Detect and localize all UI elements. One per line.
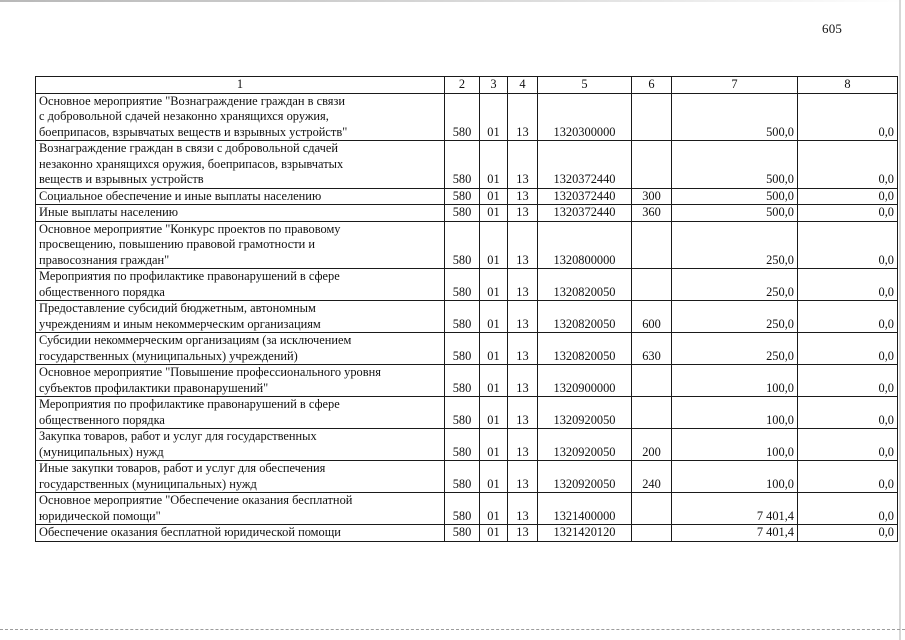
amount-cell: 500,0	[672, 93, 798, 141]
section-code-cell: 01	[480, 221, 508, 269]
amount-cell: 250,0	[672, 333, 798, 365]
row-name-line: учреждениям и иным некоммерческим организациям	[39, 316, 321, 331]
expense-type-cell	[632, 269, 672, 301]
row-name-line: государственных (муниципальных) нужд	[39, 476, 257, 491]
row-name-cell	[36, 365, 445, 397]
row-name-line: просвещению, повышению правовой грамотности и	[39, 237, 315, 251]
table-row	[36, 493, 898, 525]
subsection-code-cell: 13	[508, 493, 538, 525]
scan-top-edge	[0, 0, 905, 2]
section-code-cell: 01	[480, 493, 508, 525]
page-number: 605	[822, 21, 843, 36]
table-row	[36, 525, 898, 542]
amount-cell: 500,0	[672, 188, 798, 205]
row-name-line: Субсидии некоммерческим организациям (за исключением	[39, 333, 352, 347]
target-item-cell: 1321400000	[538, 493, 632, 525]
row-name-cell	[36, 397, 445, 429]
target-item-cell: 1320920050	[538, 461, 632, 493]
amount-cell: 100,0	[672, 397, 798, 429]
amount-cell: 250,0	[672, 221, 798, 269]
admin-code-cell: 580	[445, 333, 480, 365]
column-header: 3	[480, 77, 508, 94]
row-name-line: Мероприятия по профилактике правонарушений в сфере	[39, 397, 340, 411]
row-name-cell	[36, 141, 445, 189]
row-name-line: (муниципальных) нужд	[39, 444, 164, 459]
subsection-code-cell: 13	[508, 205, 538, 222]
admin-code-cell: 580	[445, 141, 480, 189]
amount-2-cell: 0,0	[798, 301, 898, 333]
section-code-cell: 01	[480, 429, 508, 461]
expense-type-cell: 240	[632, 461, 672, 493]
target-item-cell: 1320372440	[538, 141, 632, 189]
row-name-cell	[36, 461, 445, 493]
section-code-cell: 01	[480, 269, 508, 301]
row-name-cell	[36, 188, 445, 205]
table-row	[36, 221, 898, 269]
expense-type-cell	[632, 493, 672, 525]
expense-type-cell	[632, 221, 672, 269]
target-item-cell: 1320820050	[538, 301, 632, 333]
section-code-cell: 01	[480, 461, 508, 493]
target-item-cell: 1320372440	[538, 188, 632, 205]
table-row	[36, 93, 898, 141]
amount-cell: 7 401,4	[672, 493, 798, 525]
table-header-row	[36, 77, 898, 94]
table-row	[36, 188, 898, 205]
admin-code-cell: 580	[445, 221, 480, 269]
column-header: 6	[632, 77, 672, 94]
amount-2-cell: 0,0	[798, 397, 898, 429]
amount-2-cell: 0,0	[798, 525, 898, 542]
amount-cell: 100,0	[672, 461, 798, 493]
row-name-line: общественного порядка	[39, 284, 165, 299]
target-item-cell: 1320820050	[538, 333, 632, 365]
section-code-cell: 01	[480, 333, 508, 365]
admin-code-cell: 580	[445, 397, 480, 429]
table-row	[36, 141, 898, 189]
subsection-code-cell: 13	[508, 397, 538, 429]
row-name-line: субъектов профилактики правонарушений"	[39, 380, 269, 395]
expense-type-cell	[632, 365, 672, 397]
row-name-line: Вознаграждение граждан в связи с добровольной сдачей	[39, 141, 338, 155]
row-name-cell	[36, 221, 445, 269]
row-name-cell	[36, 493, 445, 525]
row-name-line: незаконно хранящихся оружия, боеприпасов, взрывчатых	[39, 156, 344, 171]
section-code-cell: 01	[480, 188, 508, 205]
subsection-code-cell: 13	[508, 525, 538, 542]
amount-cell: 250,0	[672, 301, 798, 333]
target-item-cell: 1320920050	[538, 397, 632, 429]
subsection-code-cell: 13	[508, 221, 538, 269]
target-item-cell: 1320900000	[538, 365, 632, 397]
subsection-code-cell: 13	[508, 141, 538, 189]
admin-code-cell: 580	[445, 269, 480, 301]
row-name-line: Социальное обеспечение и иные выплаты населению	[39, 188, 322, 203]
amount-cell: 100,0	[672, 365, 798, 397]
expense-type-cell	[632, 93, 672, 141]
row-name-line: Основное мероприятие "Вознаграждение граждан в связи	[39, 93, 346, 108]
table-row	[36, 269, 898, 301]
expense-type-cell: 300	[632, 188, 672, 205]
amount-2-cell: 0,0	[798, 461, 898, 493]
row-name-line: веществ и взрывных устройств	[39, 172, 204, 186]
target-item-cell: 1320920050	[538, 429, 632, 461]
expense-type-cell	[632, 397, 672, 429]
amount-2-cell: 0,0	[798, 93, 898, 141]
row-name-line: боеприпасов, взрывчатых веществ и взрывных устройств"	[39, 124, 348, 139]
section-code-cell: 01	[480, 301, 508, 333]
row-name-cell	[36, 93, 445, 141]
table-row	[36, 397, 898, 429]
subsection-code-cell: 13	[508, 269, 538, 301]
row-name-line: Мероприятия по профилактике правонарушений в сфере	[39, 269, 340, 283]
amount-2-cell: 0,0	[798, 429, 898, 461]
target-item-cell: 1321420120	[538, 525, 632, 542]
admin-code-cell: 580	[445, 365, 480, 397]
budget-table	[35, 76, 898, 542]
row-name-line: общественного порядка	[39, 412, 165, 427]
subsection-code-cell: 13	[508, 301, 538, 333]
table-row	[36, 205, 898, 222]
expense-type-cell: 200	[632, 429, 672, 461]
row-name-line: Основное мероприятие "Обеспечение оказания бесплатной	[39, 493, 353, 507]
admin-code-cell: 580	[445, 493, 480, 525]
amount-2-cell: 0,0	[798, 141, 898, 189]
admin-code-cell: 580	[445, 525, 480, 542]
admin-code-cell: 580	[445, 429, 480, 461]
target-item-cell: 1320300000	[538, 93, 632, 141]
amount-cell: 500,0	[672, 141, 798, 189]
column-header: 5	[538, 77, 632, 94]
amount-2-cell: 0,0	[798, 493, 898, 525]
row-name-line: правосознания граждан"	[39, 252, 170, 267]
subsection-code-cell: 13	[508, 93, 538, 141]
table-row	[36, 301, 898, 333]
amount-cell: 500,0	[672, 205, 798, 222]
row-name-line: Предоставление субсидий бюджетным, автономным	[39, 301, 316, 315]
column-header: 8	[798, 77, 898, 94]
subsection-code-cell: 13	[508, 365, 538, 397]
row-name-line: государственных (муниципальных) учреждений)	[39, 348, 298, 363]
section-code-cell: 01	[480, 397, 508, 429]
row-name-cell	[36, 333, 445, 365]
expense-type-cell: 630	[632, 333, 672, 365]
row-name-line: Иные закупки товаров, работ и услуг для обеспечения	[39, 461, 326, 475]
table-row	[36, 333, 898, 365]
subsection-code-cell: 13	[508, 429, 538, 461]
scan-bottom-edge	[0, 629, 905, 631]
row-name-line: с добровольной сдачей незаконно хранящихся оружия,	[39, 109, 329, 123]
amount-2-cell: 0,0	[798, 333, 898, 365]
target-item-cell: 1320820050	[538, 269, 632, 301]
target-item-cell: 1320800000	[538, 221, 632, 269]
admin-code-cell: 580	[445, 461, 480, 493]
row-name-cell	[36, 301, 445, 333]
admin-code-cell: 580	[445, 301, 480, 333]
expense-type-cell: 600	[632, 301, 672, 333]
section-code-cell: 01	[480, 365, 508, 397]
subsection-code-cell: 13	[508, 188, 538, 205]
row-name-line: Основное мероприятие "Конкурс проектов по правовому	[39, 221, 341, 236]
admin-code-cell: 580	[445, 188, 480, 205]
expense-type-cell	[632, 141, 672, 189]
row-name-line: Иные выплаты населению	[39, 205, 178, 219]
subsection-code-cell: 13	[508, 461, 538, 493]
column-header: 7	[672, 77, 798, 94]
table-row	[36, 365, 898, 397]
column-header: 2	[445, 77, 480, 94]
scan-right-edge	[899, 0, 901, 640]
column-header: 4	[508, 77, 538, 94]
table-row	[36, 461, 898, 493]
admin-code-cell: 580	[445, 205, 480, 222]
expense-type-cell	[632, 525, 672, 542]
amount-cell: 100,0	[672, 429, 798, 461]
row-name-line: Закупка товаров, работ и услуг для государственных	[39, 429, 317, 443]
row-name-cell	[36, 525, 445, 542]
amount-2-cell: 0,0	[798, 269, 898, 301]
subsection-code-cell: 13	[508, 333, 538, 365]
row-name-cell	[36, 429, 445, 461]
column-header: 1	[36, 77, 445, 94]
amount-2-cell: 0,0	[798, 188, 898, 205]
section-code-cell: 01	[480, 141, 508, 189]
amount-2-cell: 0,0	[798, 221, 898, 269]
row-name-line: Основное мероприятие "Повышение профессионального уровня	[39, 365, 381, 379]
amount-cell: 7 401,4	[672, 525, 798, 542]
section-code-cell: 01	[480, 93, 508, 141]
row-name-line: Обеспечение оказания бесплатной юридической помощи	[39, 525, 341, 539]
amount-2-cell: 0,0	[798, 365, 898, 397]
expense-type-cell: 360	[632, 205, 672, 222]
row-name-line: юридической помощи"	[39, 508, 161, 523]
row-name-cell	[36, 269, 445, 301]
section-code-cell: 01	[480, 205, 508, 222]
amount-cell: 250,0	[672, 269, 798, 301]
admin-code-cell: 580	[445, 93, 480, 141]
row-name-cell	[36, 205, 445, 222]
target-item-cell: 1320372440	[538, 205, 632, 222]
table-row	[36, 429, 898, 461]
section-code-cell: 01	[480, 525, 508, 542]
amount-2-cell: 0,0	[798, 205, 898, 222]
